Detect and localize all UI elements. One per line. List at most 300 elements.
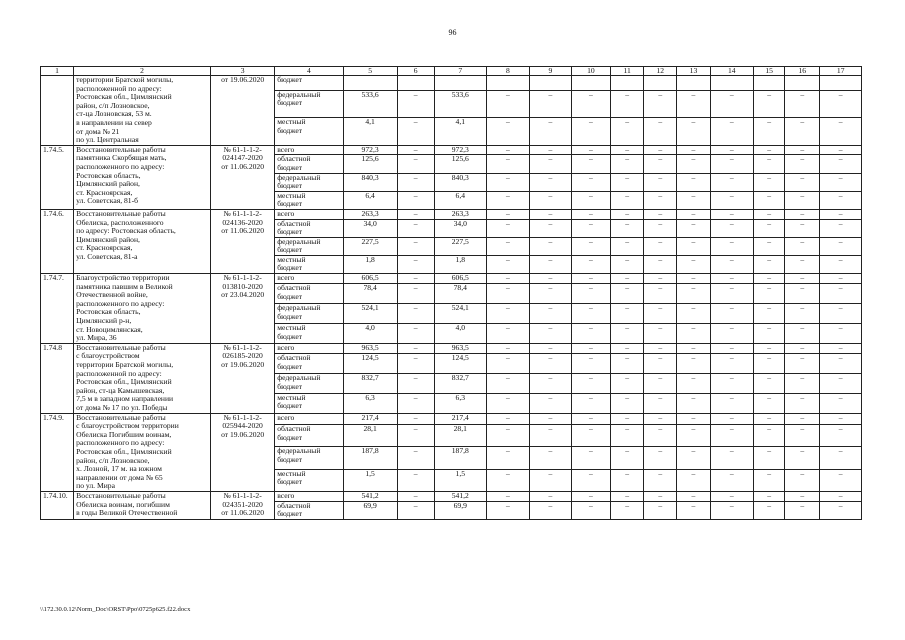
value-col-14: –: [710, 118, 754, 146]
value-col-15: –: [754, 447, 785, 469]
value-col-11: –: [611, 447, 644, 469]
funding-source: федеральный бюджет: [275, 447, 343, 469]
value-col-10: [571, 76, 610, 91]
value-col-13: –: [677, 284, 710, 304]
value-col-16: [785, 76, 820, 91]
value-col-17: –: [820, 501, 862, 519]
value-col-7: 28,1: [434, 425, 486, 447]
value-col-10: –: [571, 413, 610, 425]
value-col-6: –: [397, 393, 434, 413]
value-col-16: –: [785, 393, 820, 413]
value-col-6: –: [397, 469, 434, 491]
value-col-13: –: [677, 354, 710, 374]
item-number: 1.74.9.: [41, 413, 74, 491]
value-col-5: 606,5: [343, 274, 397, 284]
value-col-10: –: [571, 354, 610, 374]
value-col-11: –: [611, 469, 644, 491]
value-col-11: –: [611, 284, 644, 304]
value-col-6: –: [397, 118, 434, 146]
value-col-9: –: [530, 324, 571, 344]
value-col-8: –: [486, 413, 530, 425]
value-col-9: –: [530, 304, 571, 324]
value-col-14: –: [710, 284, 754, 304]
value-col-9: –: [530, 173, 571, 191]
value-col-10: –: [571, 393, 610, 413]
value-col-8: –: [486, 209, 530, 219]
value-col-16: –: [785, 90, 820, 118]
value-col-11: –: [611, 491, 644, 501]
value-col-10: –: [571, 491, 610, 501]
value-col-14: –: [710, 343, 754, 353]
value-col-10: –: [571, 90, 610, 118]
value-col-13: –: [677, 491, 710, 501]
footer-file-path: \\172.30.0.12\Norm_Doc\ORST\Ppo\0725p625.f22.docx: [40, 606, 191, 613]
value-col-15: –: [754, 469, 785, 491]
funding-source: местный бюджет: [275, 393, 343, 413]
value-col-5: 125,6: [343, 155, 397, 173]
value-col-17: –: [820, 237, 862, 255]
value-col-6: –: [397, 209, 434, 219]
value-col-9: –: [530, 393, 571, 413]
value-col-16: –: [785, 343, 820, 353]
funding-source: областной бюджет: [275, 155, 343, 173]
value-col-12: –: [644, 304, 677, 324]
value-col-11: –: [611, 304, 644, 324]
value-col-6: –: [397, 274, 434, 284]
value-col-15: –: [754, 393, 785, 413]
value-col-11: –: [611, 90, 644, 118]
funding-source: областной бюджет: [275, 354, 343, 374]
value-col-9: –: [530, 501, 571, 519]
value-col-17: –: [820, 274, 862, 284]
value-col-5: 524,1: [343, 304, 397, 324]
value-col-9: –: [530, 255, 571, 273]
value-col-16: –: [785, 354, 820, 374]
column-number-17: 17: [820, 67, 862, 76]
value-col-7: 124,5: [434, 354, 486, 374]
item-number: 1.74.7.: [41, 274, 74, 344]
value-col-8: –: [486, 343, 530, 353]
value-col-5: 227,5: [343, 237, 397, 255]
column-number-12: 12: [644, 67, 677, 76]
value-col-6: –: [397, 501, 434, 519]
value-col-12: –: [644, 393, 677, 413]
column-number-8: 8: [486, 67, 530, 76]
value-col-8: –: [486, 118, 530, 146]
value-col-11: –: [611, 501, 644, 519]
value-col-13: –: [677, 173, 710, 191]
value-col-14: –: [710, 237, 754, 255]
value-col-16: –: [785, 425, 820, 447]
value-col-15: –: [754, 374, 785, 394]
funding-source: федеральный бюджет: [275, 304, 343, 324]
column-number-11: 11: [611, 67, 644, 76]
value-col-16: –: [785, 145, 820, 155]
column-number-7: 7: [434, 67, 486, 76]
value-col-8: –: [486, 304, 530, 324]
value-col-10: –: [571, 274, 610, 284]
value-col-14: –: [710, 255, 754, 273]
value-col-9: –: [530, 274, 571, 284]
value-col-9: –: [530, 145, 571, 155]
value-col-13: –: [677, 501, 710, 519]
value-col-5: 840,3: [343, 173, 397, 191]
document-reference: № 61-1-1-2- 026185-2020 от 19.06.2020: [210, 343, 274, 413]
value-col-17: –: [820, 374, 862, 394]
funding-source: областной бюджет: [275, 219, 343, 237]
value-col-5: 124,5: [343, 354, 397, 374]
value-col-10: –: [571, 469, 610, 491]
value-col-6: –: [397, 491, 434, 501]
value-col-15: –: [754, 118, 785, 146]
value-col-16: –: [785, 191, 820, 209]
value-col-8: –: [486, 191, 530, 209]
table-row: [41, 413, 862, 425]
value-col-13: –: [677, 118, 710, 146]
value-col-13: –: [677, 447, 710, 469]
column-number-6: 6: [397, 67, 434, 76]
funding-source: федеральный бюджет: [275, 374, 343, 394]
value-col-6: –: [397, 145, 434, 155]
value-col-12: –: [644, 237, 677, 255]
funding-source: областной бюджет: [275, 501, 343, 519]
value-col-17: –: [820, 145, 862, 155]
value-col-13: –: [677, 209, 710, 219]
value-col-15: –: [754, 413, 785, 425]
value-col-14: –: [710, 155, 754, 173]
item-description: Восстановительные работы Обелиска, расположенного по адресу: Ростовская область, Цимлянский район, ст. Красноярская, ул. Советская, 81-а: [74, 209, 211, 273]
value-col-10: –: [571, 324, 610, 344]
value-col-16: –: [785, 501, 820, 519]
value-col-8: –: [486, 354, 530, 374]
value-col-13: –: [677, 255, 710, 273]
value-col-14: –: [710, 324, 754, 344]
value-col-8: –: [486, 90, 530, 118]
value-col-7: 125,6: [434, 155, 486, 173]
value-col-16: –: [785, 173, 820, 191]
value-col-12: –: [644, 324, 677, 344]
value-col-13: –: [677, 155, 710, 173]
value-col-5: 28,1: [343, 425, 397, 447]
value-col-15: –: [754, 354, 785, 374]
item-number: 1.74.6.: [41, 209, 74, 273]
value-col-10: –: [571, 447, 610, 469]
value-col-12: –: [644, 354, 677, 374]
value-col-5: 78,4: [343, 284, 397, 304]
value-col-14: –: [710, 469, 754, 491]
value-col-7: 69,9: [434, 501, 486, 519]
funding-source: федеральный бюджет: [275, 237, 343, 255]
value-col-15: –: [754, 155, 785, 173]
value-col-15: –: [754, 324, 785, 344]
value-col-6: –: [397, 155, 434, 173]
value-col-7: 541,2: [434, 491, 486, 501]
value-col-9: –: [530, 469, 571, 491]
value-col-16: –: [785, 219, 820, 237]
value-col-12: –: [644, 219, 677, 237]
value-col-8: –: [486, 447, 530, 469]
value-col-13: [677, 76, 710, 91]
value-col-16: –: [785, 374, 820, 394]
value-col-16: –: [785, 491, 820, 501]
value-col-6: –: [397, 237, 434, 255]
value-col-7: 6,3: [434, 393, 486, 413]
value-col-6: –: [397, 354, 434, 374]
item-description: Восстановительные работы памятника Скорбящая мать, расположенного по адресу: Ростовская область, Цимлянский район, ст. Красноярская, ул. Советская, 81-б: [74, 145, 211, 209]
value-col-17: –: [820, 425, 862, 447]
value-col-11: –: [611, 255, 644, 273]
value-col-14: –: [710, 393, 754, 413]
value-col-17: –: [820, 343, 862, 353]
value-col-7: 1,5: [434, 469, 486, 491]
value-col-10: –: [571, 304, 610, 324]
value-col-13: –: [677, 374, 710, 394]
funding-source: областной бюджет: [275, 284, 343, 304]
document-reference: № 61-1-1-2- 024136-2020 от 11.06.2020: [210, 209, 274, 273]
value-col-16: –: [785, 237, 820, 255]
value-col-15: –: [754, 274, 785, 284]
value-col-17: –: [820, 90, 862, 118]
value-col-13: –: [677, 413, 710, 425]
value-col-14: –: [710, 374, 754, 394]
value-col-15: –: [754, 501, 785, 519]
value-col-8: –: [486, 324, 530, 344]
value-col-11: –: [611, 219, 644, 237]
funding-source: местный бюджет: [275, 118, 343, 146]
value-col-8: –: [486, 469, 530, 491]
value-col-15: –: [754, 284, 785, 304]
value-col-8: –: [486, 155, 530, 173]
value-col-7: 187,8: [434, 447, 486, 469]
funding-source: бюджет: [275, 76, 343, 91]
value-col-17: –: [820, 155, 862, 173]
table-row: [41, 274, 862, 284]
value-col-12: –: [644, 501, 677, 519]
value-col-15: –: [754, 304, 785, 324]
value-col-5: 6,4: [343, 191, 397, 209]
value-col-12: –: [644, 90, 677, 118]
value-col-17: –: [820, 284, 862, 304]
value-col-7: 533,6: [434, 90, 486, 118]
column-number-10: 10: [571, 67, 610, 76]
value-col-15: –: [754, 255, 785, 273]
value-col-17: –: [820, 219, 862, 237]
value-col-8: –: [486, 219, 530, 237]
value-col-9: –: [530, 191, 571, 209]
value-col-7: 972,3: [434, 145, 486, 155]
column-number-9: 9: [530, 67, 571, 76]
value-col-14: –: [710, 191, 754, 209]
value-col-12: –: [644, 274, 677, 284]
document-reference: № 61-1-1-2- 024351-2020 от 11.06.2020: [210, 491, 274, 519]
value-col-8: –: [486, 255, 530, 273]
value-col-9: –: [530, 374, 571, 394]
value-col-16: –: [785, 413, 820, 425]
value-col-13: –: [677, 191, 710, 209]
value-col-6: –: [397, 425, 434, 447]
value-col-11: –: [611, 155, 644, 173]
value-col-7: 524,1: [434, 304, 486, 324]
value-col-12: –: [644, 447, 677, 469]
value-col-11: –: [611, 425, 644, 447]
value-col-8: –: [486, 274, 530, 284]
value-col-6: –: [397, 255, 434, 273]
item-number: 1.74.10.: [41, 491, 74, 519]
value-col-11: –: [611, 393, 644, 413]
value-col-14: –: [710, 447, 754, 469]
value-col-17: –: [820, 413, 862, 425]
value-col-6: [397, 76, 434, 91]
value-col-10: –: [571, 255, 610, 273]
value-col-13: –: [677, 237, 710, 255]
value-col-9: –: [530, 491, 571, 501]
document-reference: № 61-1-1-2- 024147-2020 от 11.06.2020: [210, 145, 274, 209]
value-col-12: –: [644, 491, 677, 501]
funding-source: федеральный бюджет: [275, 90, 343, 118]
table-row: [41, 76, 862, 91]
value-col-11: [611, 76, 644, 91]
value-col-17: –: [820, 173, 862, 191]
document-reference: № 61-1-1-2- 013810-2020 от 23.04.2020: [210, 274, 274, 344]
value-col-7: [434, 76, 486, 91]
value-col-7: 78,4: [434, 284, 486, 304]
value-col-8: –: [486, 145, 530, 155]
value-col-10: –: [571, 173, 610, 191]
value-col-16: –: [785, 155, 820, 173]
value-col-11: –: [611, 209, 644, 219]
document-reference: № 61-1-1-2- 025944-2020 от 19.06.2020: [210, 413, 274, 491]
value-col-5: [343, 76, 397, 91]
item-description: Восстановительные работы с благоустройством территории Обелиска Погибшим воинам, расположенного по адресу: Ростовская обл., Цимлянский район, с/п Лозновское, х. Лозной, 17 м. на южном направлении от дома № 65 по ул. Мира: [74, 413, 211, 491]
value-col-16: –: [785, 255, 820, 273]
value-col-10: –: [571, 145, 610, 155]
value-col-6: –: [397, 447, 434, 469]
value-col-10: –: [571, 425, 610, 447]
value-col-10: –: [571, 343, 610, 353]
value-col-5: 6,3: [343, 393, 397, 413]
value-col-16: –: [785, 284, 820, 304]
value-col-8: –: [486, 501, 530, 519]
value-col-13: –: [677, 324, 710, 344]
value-col-12: –: [644, 425, 677, 447]
value-col-14: –: [710, 173, 754, 191]
value-col-10: –: [571, 237, 610, 255]
value-col-9: –: [530, 425, 571, 447]
value-col-6: –: [397, 304, 434, 324]
value-col-11: –: [611, 173, 644, 191]
value-col-12: –: [644, 173, 677, 191]
value-col-14: [710, 76, 754, 91]
value-col-12: –: [644, 118, 677, 146]
value-col-12: –: [644, 343, 677, 353]
value-col-8: –: [486, 284, 530, 304]
budget-table: [40, 66, 862, 520]
value-col-9: –: [530, 237, 571, 255]
column-number-16: 16: [785, 67, 820, 76]
value-col-13: –: [677, 469, 710, 491]
value-col-12: –: [644, 145, 677, 155]
table-row: [41, 491, 862, 501]
value-col-10: –: [571, 191, 610, 209]
value-col-7: 263,3: [434, 209, 486, 219]
value-col-9: –: [530, 209, 571, 219]
page-number: 96: [448, 28, 457, 37]
value-col-15: [754, 76, 785, 91]
value-col-17: –: [820, 255, 862, 273]
value-col-5: 263,3: [343, 209, 397, 219]
value-col-10: –: [571, 118, 610, 146]
value-col-15: –: [754, 219, 785, 237]
value-col-15: –: [754, 191, 785, 209]
table-body: [41, 67, 862, 520]
value-col-14: –: [710, 209, 754, 219]
column-number-15: 15: [754, 67, 785, 76]
value-col-11: –: [611, 118, 644, 146]
value-col-16: –: [785, 324, 820, 344]
value-col-14: –: [710, 491, 754, 501]
table-row: [41, 209, 862, 219]
value-col-13: –: [677, 393, 710, 413]
value-col-7: 963,5: [434, 343, 486, 353]
value-col-17: –: [820, 393, 862, 413]
item-description: территории Братской могилы, расположенной по адресу: Ростовская обл., Цимлянский район, с/п Лозновское, ст-ца Лозновская, 53 м. в направлении на север от дома № 21 по ул. Центральная: [74, 76, 211, 146]
value-col-7: 832,7: [434, 374, 486, 394]
funding-source: всего: [275, 145, 343, 155]
value-col-8: –: [486, 491, 530, 501]
value-col-6: –: [397, 413, 434, 425]
value-col-10: –: [571, 219, 610, 237]
funding-source: всего: [275, 343, 343, 353]
value-col-13: –: [677, 304, 710, 324]
value-col-6: –: [397, 324, 434, 344]
value-col-16: –: [785, 447, 820, 469]
value-col-17: [820, 76, 862, 91]
value-col-9: –: [530, 90, 571, 118]
value-col-7: 1,8: [434, 255, 486, 273]
item-number: 1.74.5.: [41, 145, 74, 209]
value-col-9: –: [530, 155, 571, 173]
value-col-5: 4,0: [343, 324, 397, 344]
funding-source: областной бюджет: [275, 425, 343, 447]
value-col-8: –: [486, 237, 530, 255]
value-col-7: 6,4: [434, 191, 486, 209]
column-number-5: 5: [343, 67, 397, 76]
value-col-11: –: [611, 413, 644, 425]
value-col-7: 4,1: [434, 118, 486, 146]
table-row: [41, 343, 862, 353]
value-col-17: –: [820, 469, 862, 491]
value-col-16: –: [785, 118, 820, 146]
funding-source: всего: [275, 413, 343, 425]
value-col-14: –: [710, 274, 754, 284]
value-col-11: –: [611, 274, 644, 284]
value-col-9: –: [530, 118, 571, 146]
value-col-12: –: [644, 209, 677, 219]
value-col-10: –: [571, 284, 610, 304]
value-col-14: –: [710, 90, 754, 118]
value-col-12: –: [644, 413, 677, 425]
value-col-7: 227,5: [434, 237, 486, 255]
value-col-7: 840,3: [434, 173, 486, 191]
value-col-8: –: [486, 173, 530, 191]
item-description: Восстановительные работы Обелиска воинам, погибшим в годы Великой Отечественной: [74, 491, 211, 519]
column-number-header-row: [41, 67, 862, 76]
value-col-14: –: [710, 219, 754, 237]
value-col-11: –: [611, 237, 644, 255]
value-col-15: –: [754, 173, 785, 191]
value-col-16: –: [785, 469, 820, 491]
value-col-12: –: [644, 469, 677, 491]
